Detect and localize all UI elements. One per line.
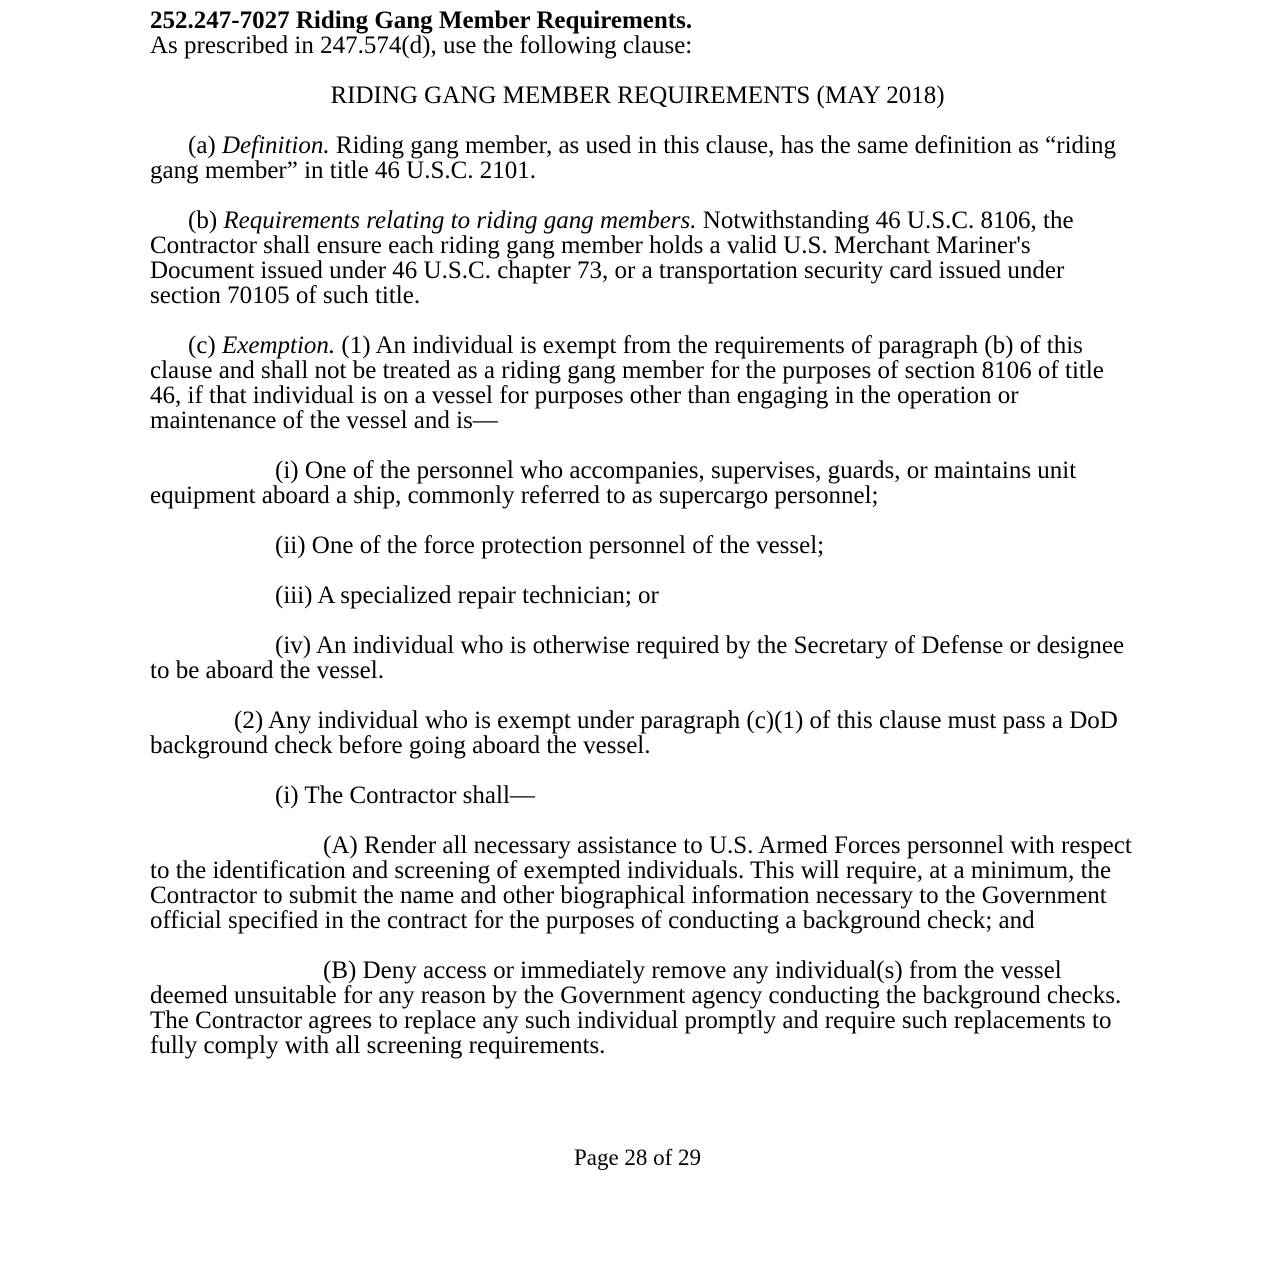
paragraph-c2-i: (i) The Contractor shall— [275,782,535,809]
paragraph-a [150,133,1140,183]
paragraph-c1-iv: (iv) An individual who is otherwise required by the Secretary of Defense or designee to be aboard the vessel. [150,632,1125,684]
paragraph-c2-i-B: (B) Deny access or immediately remove any individual(s) from the vessel deemed unsuitable for any reason by the Government agency conducting the background checks. The Contractor agrees to replace any such individual promptly and require such replacements to fully comply with all screening requirements. [150,957,1122,1059]
paragraph-b-heading: Requirements relating to riding gang members. [223,207,697,234]
paragraph-c-label: (c) [188,332,216,359]
paragraph-a-text: Riding gang member, as used in this clause, has the same definition as “riding gang member” in title 46 U.S.C. 2101. [150,132,1116,184]
document-body [150,8,1140,1058]
clause-title: RIDING GANG MEMBER REQUIREMENTS (MAY 2018) [330,82,945,109]
paragraph-c1-iii: (iii) A specialized repair technician; or [275,582,659,609]
paragraph-b-text: Notwithstanding 46 U.S.C. 8106, the Contractor shall ensure each riding gang member holds a valid U.S. Merchant Mariner's Document issued under 46 U.S.C. chapter 73, or a transportation security card issued under section 70105 of such title. [150,207,1074,309]
section-heading: 252.247-7027 Riding Gang Member Requirements. [150,7,693,34]
paragraph-a-heading: Definition. [222,132,330,159]
paragraph-b-label: (b) [188,207,218,234]
paragraph-c-heading: Exemption. [222,332,336,359]
paragraph-b [150,208,1140,308]
paragraph-c-text: (1) An individual is exempt from the requirements of paragraph (b) of this clause and shall not be treated as a riding gang member for the purposes of section 8106 of title 46, if that individual is on a vessel for purposes other than engaging in the operation or maintenance of the vessel and is— [150,332,1104,434]
paragraph-c2-i-A: (A) Render all necessary assistance to U.S. Armed Forces personnel with respect to the identification and screening of exempted individuals. This will require, at a minimum, the Contractor to submit the name and other biographical information necessary to the Government official specified in the contract for the purposes of conducting a background check; and [150,832,1132,934]
paragraph-c1-i: (i) One of the personnel who accompanies, supervises, guards, or maintains unit equipment aboard a ship, commonly referred to as supercargo personnel; [150,457,1077,509]
prescription-text: As prescribed in 247.574(d), use the following clause: [150,32,693,59]
page-number: Page 28 of 29 [573,1145,702,1170]
paragraph-c2: (2) Any individual who is exempt under paragraph (c)(1) of this clause must pass a DoD background check before going aboard the vessel. [150,707,1118,759]
paragraph-c [150,333,1140,433]
paragraph-a-label: (a) [188,132,216,159]
paragraph-c1-ii: (ii) One of the force protection personnel of the vessel; [275,532,825,559]
